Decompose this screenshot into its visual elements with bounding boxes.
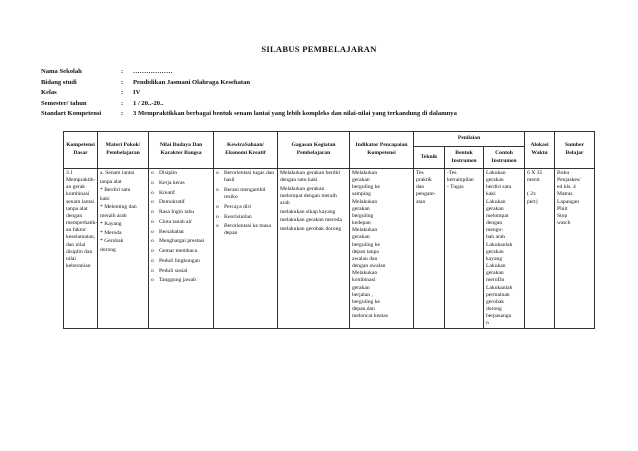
meta-colon: : bbox=[121, 110, 124, 118]
cell-line: gerakan bbox=[486, 177, 504, 184]
cell-line: o Peduli lingkungan bbox=[151, 258, 211, 265]
document-title: SILABUS PEMBELAJARAN bbox=[261, 44, 377, 54]
cell-line: gerakan bbox=[352, 177, 370, 184]
cell-line: 3.1 Mempraktik- bbox=[66, 170, 96, 184]
cell-line: meraih arah bbox=[100, 212, 127, 219]
cell-line: permainan bbox=[486, 291, 510, 298]
cell-line: a. Senam lantai bbox=[100, 170, 135, 176]
cell-line: -Tes bbox=[447, 170, 457, 176]
cell-line: Lakukan bbox=[486, 198, 506, 205]
cell-line: melakukan sikap kayang bbox=[280, 208, 336, 215]
cell-bentuk bbox=[445, 169, 484, 329]
cell-line: gerakan bbox=[486, 205, 504, 212]
header-contoh: Contoh Instrumen bbox=[484, 147, 525, 169]
cell-line: meroDa bbox=[486, 277, 505, 284]
cell-line: Penjaskes/ bbox=[557, 177, 581, 184]
cell-indikator bbox=[350, 169, 414, 329]
cell-line: dan nilai bbox=[66, 241, 86, 248]
cell-line: kayang bbox=[486, 255, 503, 262]
cell-line: samping bbox=[352, 191, 371, 198]
cell-line: ketrampilan bbox=[447, 177, 474, 184]
cell-line: o Berorientasi tugas dan hasil bbox=[216, 170, 275, 184]
cell-line: depan tanpa bbox=[352, 248, 379, 255]
cell-line: o Disiplin bbox=[151, 170, 211, 177]
cell-line: o Cinta tanah air bbox=[151, 219, 211, 226]
cell-line: Stop bbox=[557, 212, 568, 219]
cell-alokasi bbox=[525, 169, 555, 329]
meta-colon: : bbox=[121, 99, 124, 107]
cell-line: pert) bbox=[527, 198, 538, 205]
cell-line: Melakukan bbox=[352, 270, 378, 277]
cell-line: memperhatik- bbox=[66, 220, 98, 227]
cell-line: berguling ke bbox=[352, 184, 381, 191]
cell-line: senam lantai bbox=[66, 198, 95, 205]
cell-kompetensi bbox=[64, 169, 98, 329]
cell-line: berguling bbox=[352, 212, 374, 219]
cell-line: o Berorientasi ke masa depan bbox=[216, 223, 275, 237]
cell-line: berguling ke bbox=[352, 298, 381, 305]
cell-line: meloncat keatas bbox=[352, 313, 388, 320]
cell-line: Tes bbox=[416, 170, 424, 176]
cell-line: o Menghargai prestasi bbox=[151, 238, 211, 245]
cell-line: * Kayang bbox=[100, 221, 122, 228]
cell-line: atan bbox=[416, 198, 426, 205]
cell-line: Matras bbox=[557, 191, 573, 198]
cell-line: gerakan bbox=[352, 205, 370, 212]
cell-line: kombinasi bbox=[352, 277, 376, 284]
table-row bbox=[64, 169, 595, 329]
cell-line: disiplin dan bbox=[66, 248, 93, 255]
syllabus-table bbox=[63, 131, 595, 329]
meta-label: Nama Sekolah bbox=[41, 68, 82, 75]
cell-line: Lakukanlah bbox=[486, 284, 513, 291]
cell-line: praktik bbox=[416, 177, 432, 184]
meta-value: Pendidikan Jasmani Olahraga Kesehatan bbox=[133, 78, 251, 86]
cell-line: berpasanga bbox=[486, 313, 512, 320]
cell-line: dengan bbox=[486, 220, 503, 227]
cell-line: gerobak bbox=[486, 298, 505, 305]
cell-line: berjalan , bbox=[352, 291, 373, 298]
meta-row-subject bbox=[41, 78, 601, 89]
cell-line: nilai keberanian bbox=[66, 255, 91, 270]
cell-kewirausahaan bbox=[214, 169, 278, 329]
cell-sumber bbox=[555, 169, 595, 329]
cell-line: Melakukan bbox=[352, 170, 378, 176]
cell-line: o Rasa Ingin tahu bbox=[151, 209, 211, 216]
cell-line: o Demokratif bbox=[151, 199, 211, 206]
meta-value: 1 / 20..-20.. bbox=[133, 99, 164, 107]
cell-line: an gerak bbox=[66, 184, 86, 191]
cell-line: o Bersahabat bbox=[151, 229, 211, 236]
cell-line: * Melenting dan bbox=[100, 204, 137, 211]
cell-line: watch bbox=[557, 220, 571, 227]
cell-line: o Kreatif bbox=[151, 190, 211, 197]
cell-line: depan,dan bbox=[352, 305, 375, 312]
header-penilaian: Penilaian bbox=[414, 132, 525, 147]
cell-line: * Gerobak bbox=[100, 238, 124, 245]
cell-line: gerakan bbox=[486, 270, 504, 277]
cell-line: kaki bbox=[100, 195, 110, 202]
cell-line: Buku bbox=[557, 170, 570, 176]
header-teknik: Teknik bbox=[414, 147, 445, 169]
header-sumber: Sumber Belajar bbox=[555, 132, 595, 169]
meta-row-standard bbox=[41, 109, 601, 120]
cell-line: an faktor bbox=[66, 227, 87, 234]
header-indikator: Indikator Pencapaian Kompetensi bbox=[350, 132, 414, 169]
meta-value: ……………… bbox=[133, 68, 173, 75]
cell-line: o Gemar membaca bbox=[151, 248, 211, 255]
cell-line: dorong bbox=[486, 305, 502, 312]
cell-line: 6 X 35 bbox=[527, 170, 543, 176]
cell-line: ( 2x bbox=[527, 191, 536, 198]
cell-line: tanpa alat bbox=[66, 205, 88, 212]
cell-line: Lakukan bbox=[486, 170, 506, 176]
cell-line: kaki bbox=[486, 191, 496, 198]
header-kewirausahaan: KewiraSahaan/ Ekonomi Kreatif bbox=[214, 132, 278, 169]
header-nilai: Nilai Budaya Dan Karakter Bangsa bbox=[149, 132, 214, 169]
meta-row-school bbox=[41, 67, 601, 78]
header-kompetensi: Kompetensi Dasar bbox=[64, 132, 98, 169]
cell-line: o Percaya diri bbox=[216, 204, 275, 211]
cell-line: mengu- bbox=[486, 227, 504, 234]
cell-line: melakukan gerakan meroda bbox=[280, 217, 342, 224]
cell-line: awalan dan bbox=[352, 255, 378, 262]
cell-line: o Peduli sosial bbox=[151, 268, 211, 275]
cell-line: tanpa alat bbox=[100, 178, 122, 185]
meta-label: Semester/ tahun bbox=[41, 99, 87, 107]
cell-line: dengan awalan bbox=[352, 263, 386, 270]
cell-line: berguling ke bbox=[352, 241, 381, 248]
cell-line: menit bbox=[527, 177, 540, 184]
cell-line: * Meroda bbox=[100, 229, 122, 236]
cell-line: gerakan bbox=[352, 234, 370, 241]
cell-line: ed kls. 4 bbox=[557, 184, 576, 191]
cell-line: kombinasi bbox=[66, 191, 90, 198]
cell-line: kedepan bbox=[352, 220, 371, 227]
meta-row-class bbox=[41, 88, 601, 99]
cell-line: Lakukanlah bbox=[486, 241, 513, 248]
cell-line: dorong bbox=[100, 246, 116, 253]
meta-label: Bidang studi bbox=[41, 78, 77, 86]
cell-line: gerakan bbox=[486, 248, 504, 255]
meta-row-semester bbox=[41, 99, 601, 110]
cell-line: Lapangan bbox=[557, 198, 580, 205]
cell-line: o Kerja keras bbox=[151, 180, 211, 187]
cell-line: dan bbox=[416, 184, 425, 191]
meta-label: Kelas bbox=[41, 89, 57, 97]
cell-materi bbox=[98, 169, 149, 329]
cell-line: keselamatan, bbox=[66, 234, 96, 241]
cell-line: o Tanggung jawab bbox=[151, 277, 211, 284]
meta-colon: : bbox=[121, 89, 124, 97]
cell-line: Melakukan gerakan berdiri dengan satu kaki bbox=[280, 170, 341, 184]
cell-line: Melakukan bbox=[352, 227, 378, 234]
meta-value: IV bbox=[133, 89, 141, 97]
cell-line: Melakukan bbox=[352, 198, 378, 205]
cell-line: pengam- bbox=[416, 191, 436, 198]
header-materi: Materi Pokok/ Pembelajaran bbox=[98, 132, 149, 169]
cell-line: dengan bbox=[66, 212, 83, 219]
cell-line: bah arah bbox=[486, 234, 506, 241]
header-kegiatan: Gagasan Kegiatan Pembelajaran bbox=[278, 132, 350, 169]
cell-kegiatan bbox=[278, 169, 350, 329]
cell-teknik bbox=[414, 169, 445, 329]
cell-line: Pluit bbox=[557, 205, 568, 212]
cell-line: o Keorisinilan bbox=[216, 214, 275, 221]
cell-line: o Berani mengambil resiko bbox=[216, 187, 275, 201]
header-bentuk: Bentuk Instrumen bbox=[445, 147, 484, 169]
meta-label: Standart Kompetensi bbox=[41, 110, 102, 118]
cell-nilai bbox=[149, 169, 214, 329]
cell-line: gerakan bbox=[352, 284, 370, 291]
cell-line: melakukan gerobak dorong bbox=[280, 225, 342, 232]
cell-line: * Berdiri satu bbox=[100, 187, 131, 194]
header-alokasi: Alokasi Waktu bbox=[525, 132, 555, 169]
cell-contoh bbox=[484, 169, 525, 329]
cell-line: Lakukan bbox=[486, 263, 506, 270]
meta-colon: : bbox=[121, 68, 124, 75]
meta-colon: : bbox=[121, 78, 124, 86]
cell-line: Melakukan gerakan melompat dengan meraih arah bbox=[280, 185, 337, 207]
document-metadata bbox=[41, 67, 601, 120]
cell-line: berdiri satu bbox=[486, 184, 512, 191]
cell-line: melompat bbox=[486, 212, 509, 219]
cell-line: - Tugas bbox=[447, 184, 464, 191]
meta-value: 3 Mempraktikkan berbagai bentuk senam lantai yang lebih kompleks dan nilai-nilai yang terkandung di dalamnya bbox=[133, 110, 457, 118]
cell-line: n bbox=[486, 320, 489, 327]
